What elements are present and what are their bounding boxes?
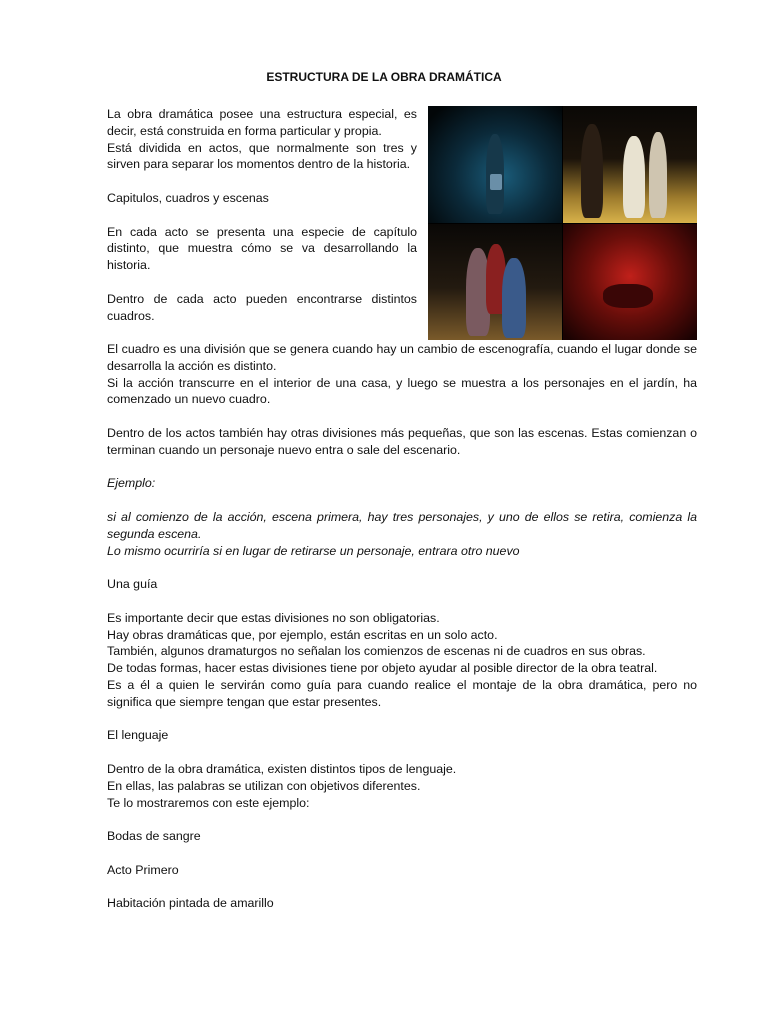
section-heading: Una guía (107, 577, 158, 592)
intro-paragraph: Dentro de cada acto pueden encontrarse distintos cuadros. (107, 291, 417, 323)
example-text: Lo mismo ocurriría si en lugar de retirarse un personaje, entrara otro nuevo (107, 543, 520, 558)
example-text: si al comienzo de la acción, escena primera, hay tres personajes, y uno de ellos se retira, comienza la segunda escena. (107, 509, 697, 541)
intro-paragraph: En cada acto se presenta una especie de capítulo distinto, que muestra cómo se va desarrollando la historia. (107, 224, 417, 273)
intro-paragraph: La obra dramática posee una estructura especial, es decir, está construida en forma particular y propia. (107, 107, 417, 138)
photo-panel-red (563, 224, 697, 341)
photo-panel-teal (428, 106, 562, 223)
section-heading: Capitulos, cuadros y escenas (107, 190, 269, 205)
body-paragraph: El cuadro es una división que se genera cuando hay un cambio de escenografía, cuando el lugar donde se desarrolla la acción es distinto. (107, 342, 697, 373)
intro-paragraph: Está dividida en actos, que normalmente son tres y sirven para separar los momentos dentro de la historia. (107, 140, 417, 172)
language-line: Dentro de la obra dramática, existen distintos tipos de lenguaje. (107, 761, 457, 776)
guide-line: También, algunos dramaturgos no señalan los comienzos de escenas ni de cuadros en sus obras. (107, 644, 646, 659)
actor-figure (502, 258, 526, 338)
guide-line: Es a él a quien le servirán como guía para cuando realice el montaje de la obra dramática, pero no significa que siempre tengan que estar presentes. (107, 677, 697, 709)
guide-line: Es importante decir que estas divisiones no son obligatorias. (107, 610, 440, 625)
section-heading: El lenguaje (107, 728, 169, 743)
actor-figure (581, 124, 603, 218)
document-title: ESTRUCTURA DE LA OBRA DRAMÁTICA (266, 70, 502, 84)
body-block (107, 341, 697, 912)
language-line: Te lo mostraremos con este ejemplo: (107, 795, 310, 810)
photo-panel-yellow (563, 106, 697, 223)
example-label: Ejemplo: (107, 476, 156, 491)
intro-block (107, 106, 417, 324)
photo-panel-couple (428, 224, 562, 341)
theatre-photo-collage (428, 106, 697, 340)
body-paragraph: Dentro de los actos también hay otras divisiones más pequeñas, que son las escenas. Estas comienzan o terminan cuando un personaje nuevo entra o sale del escenario. (107, 425, 697, 457)
play-title: Bodas de sangre (107, 829, 201, 844)
actor-figure (623, 136, 645, 218)
language-line: En ellas, las palabras se utilizan con objetivos diferentes. (107, 778, 421, 793)
guide-line: De todas formas, hacer estas divisiones tiene por objeto ayudar al posible director de la obra teatral. (107, 661, 658, 676)
stage-direction: Habitación pintada de amarillo (107, 896, 274, 911)
act-heading: Acto Primero (107, 862, 179, 877)
body-paragraph: Si la acción transcurre en el interior de una casa, y luego se muestra a los personajes en el jardín, ha comenzado un nuevo cuadro. (107, 375, 697, 407)
actor-figure (603, 284, 653, 308)
actor-figure (649, 132, 667, 218)
actor-figure (490, 174, 502, 190)
guide-line: Hay obras dramáticas que, por ejemplo, están escritas en un solo acto. (107, 627, 498, 642)
